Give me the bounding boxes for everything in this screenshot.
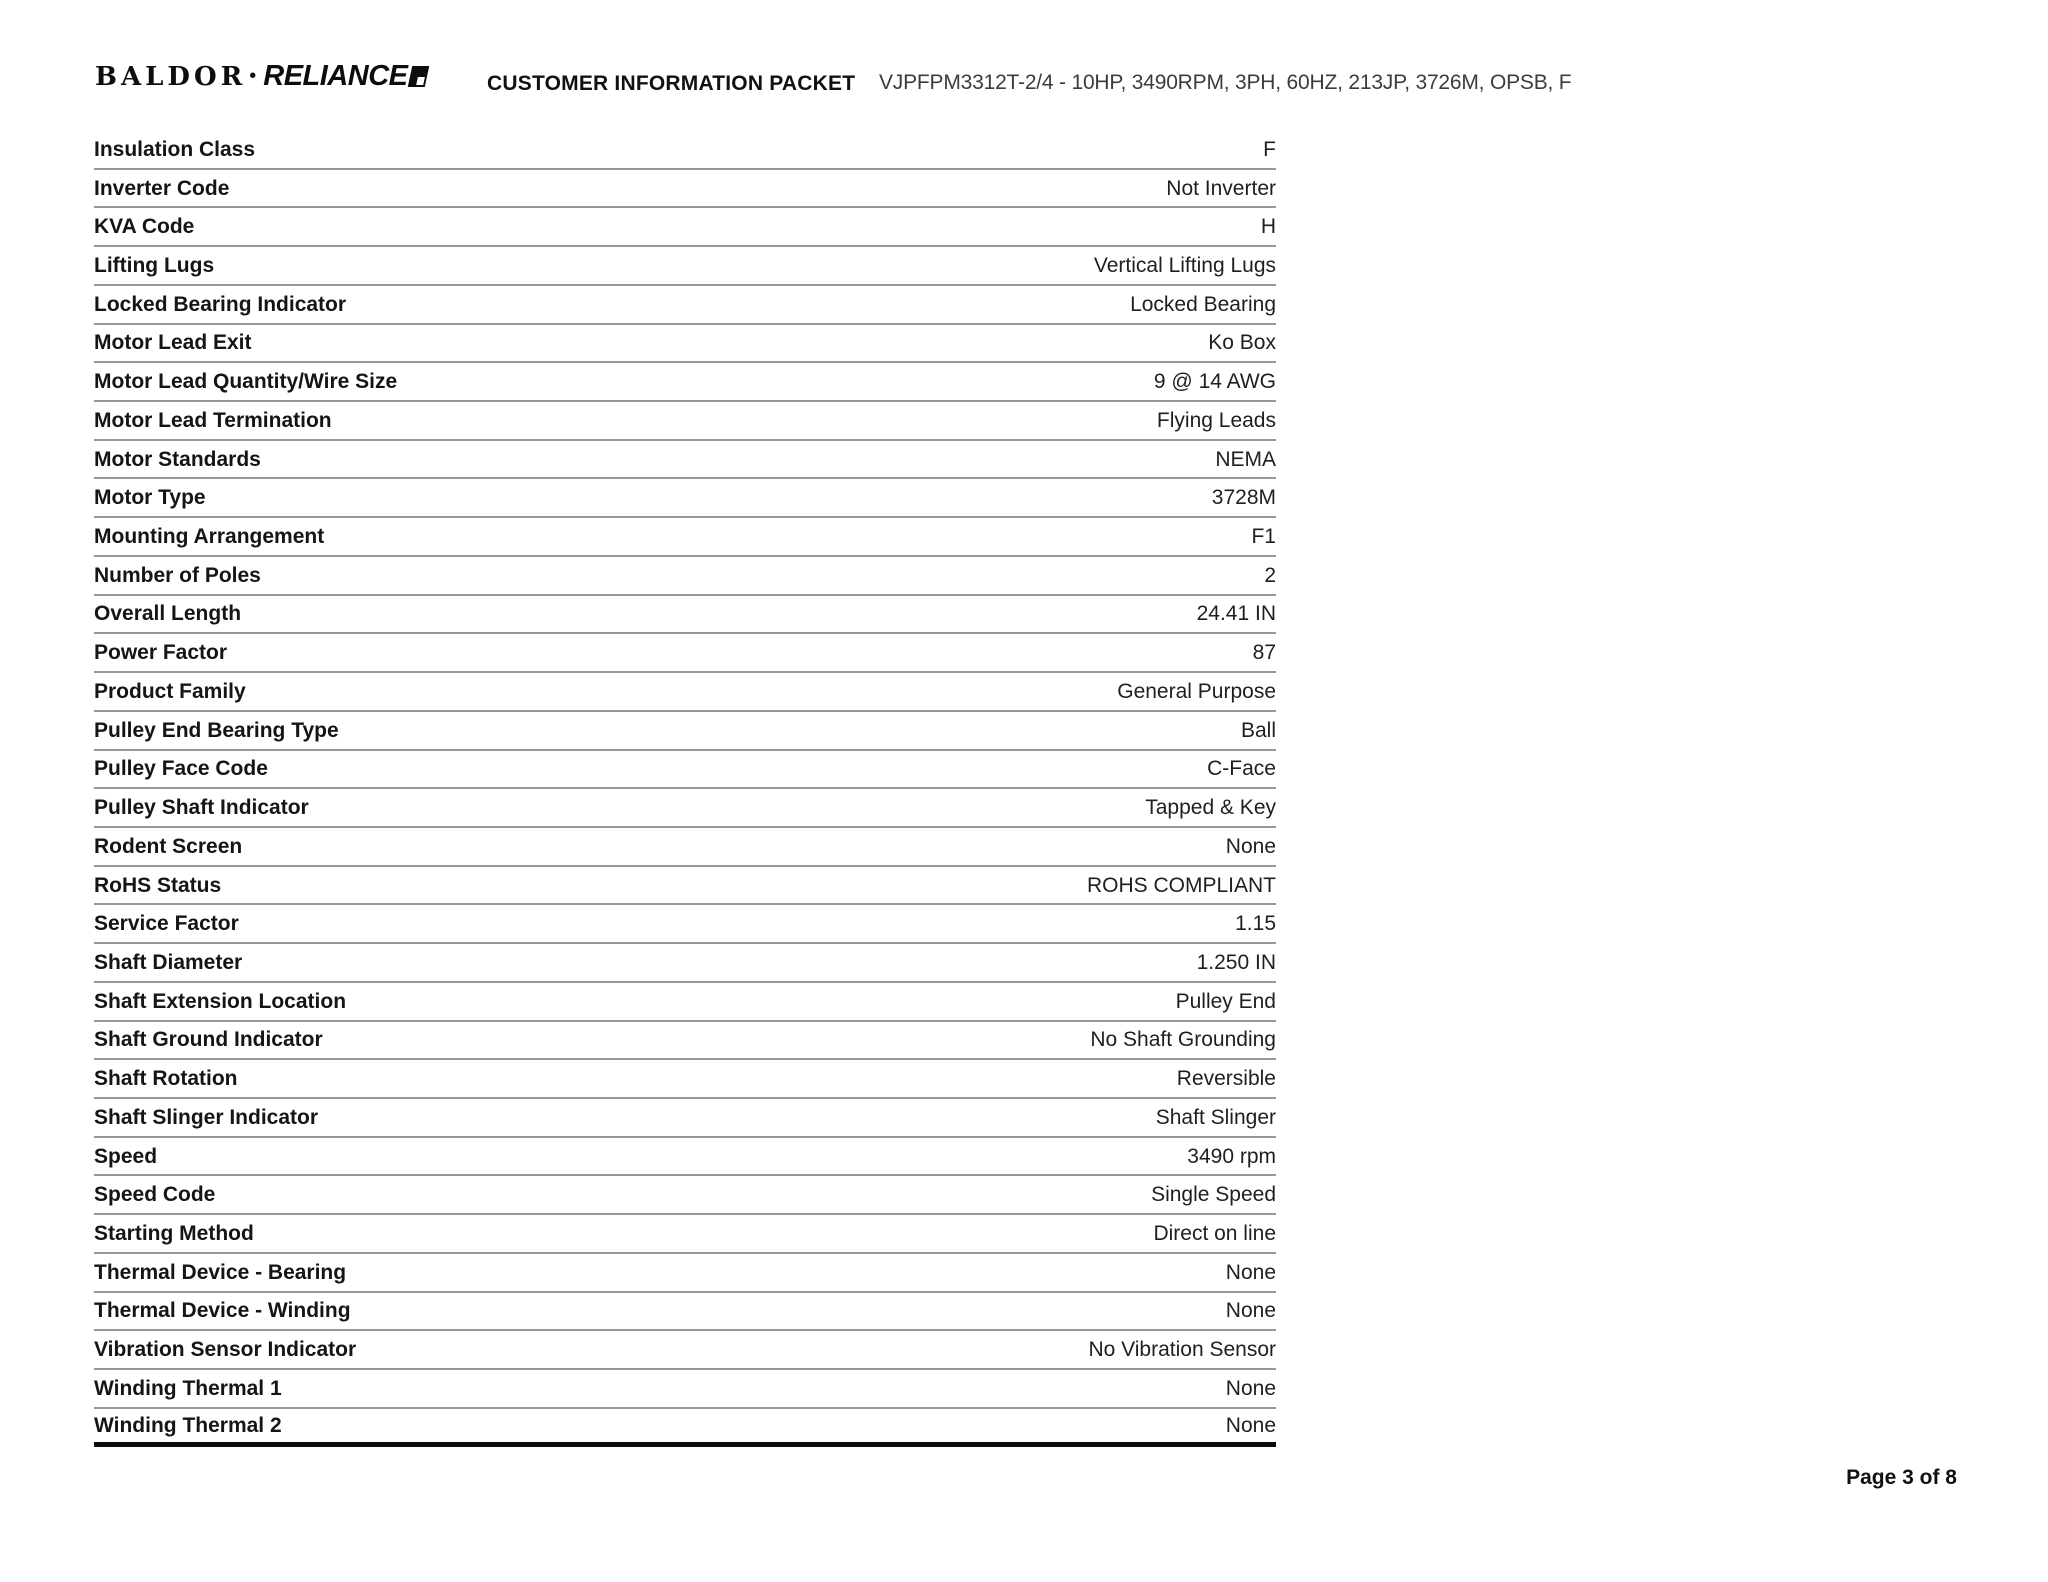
spec-row	[94, 131, 1276, 170]
spec-row	[94, 712, 1276, 751]
spec-row	[94, 1370, 1276, 1409]
spec-row	[94, 1409, 1276, 1448]
spec-value: None	[1225, 1376, 1276, 1400]
document-title: CUSTOMER INFORMATION PACKET	[487, 72, 856, 95]
spec-value: F	[1263, 137, 1276, 161]
spec-label: Winding Thermal 1	[94, 1376, 282, 1400]
spec-value: Shaft Slinger	[1155, 1105, 1276, 1129]
spec-value: F1	[1251, 525, 1276, 549]
spec-value: Pulley End	[1175, 989, 1276, 1013]
logo-baldor-text: BALDOR	[95, 61, 247, 92]
spec-row	[94, 867, 1276, 906]
spec-value: ROHS COMPLIANT	[1086, 873, 1276, 897]
spec-label: Product Family	[94, 679, 246, 703]
spec-label: Shaft Extension Location	[94, 989, 347, 1013]
spec-row	[94, 673, 1276, 712]
spec-row	[94, 1215, 1276, 1254]
spec-row	[94, 828, 1276, 867]
spec-row	[94, 944, 1276, 983]
spec-value: C-Face	[1207, 757, 1276, 781]
spec-value: H	[1260, 215, 1276, 239]
spec-row	[94, 1022, 1276, 1061]
spec-label: KVA Code	[94, 215, 195, 239]
spec-label: Vibration Sensor Indicator	[94, 1338, 357, 1362]
spec-value: 3728M	[1211, 486, 1276, 510]
spec-label: Motor Lead Exit	[94, 331, 252, 355]
spec-row	[94, 1099, 1276, 1138]
spec-value: 87	[1252, 641, 1276, 665]
logo-reliance-text: RELIANCE	[263, 60, 408, 92]
spec-row	[94, 402, 1276, 441]
spec-label: Thermal Device - Bearing	[94, 1260, 347, 1284]
spec-row	[94, 1060, 1276, 1099]
spec-row	[94, 1176, 1276, 1215]
spec-value: None	[1225, 1414, 1276, 1438]
spec-value: None	[1225, 1299, 1276, 1323]
spec-label: Inverter Code	[94, 176, 230, 200]
spec-value: Locked Bearing	[1130, 292, 1276, 316]
spec-row	[94, 208, 1276, 247]
spec-value: None	[1225, 1260, 1276, 1284]
spec-value: Flying Leads	[1156, 408, 1276, 432]
spec-label: Shaft Ground Indicator	[94, 1028, 323, 1052]
spec-row	[94, 363, 1276, 402]
spec-label: Motor Standards	[94, 447, 261, 471]
spec-label: Shaft Diameter	[94, 950, 243, 974]
spec-value: None	[1225, 834, 1276, 858]
spec-row	[94, 479, 1276, 518]
spec-label: Power Factor	[94, 641, 228, 665]
spec-row	[94, 1331, 1276, 1370]
spec-label: Speed	[94, 1144, 158, 1168]
spec-row	[94, 789, 1276, 828]
baldor-reliance-logo	[95, 60, 427, 93]
spec-label: Motor Lead Termination	[94, 408, 332, 432]
spec-value: Direct on line	[1153, 1221, 1276, 1245]
spec-table	[94, 131, 1276, 1447]
spec-row	[94, 1293, 1276, 1332]
spec-label: Overall Length	[94, 602, 242, 626]
spec-label: Thermal Device - Winding	[94, 1299, 351, 1323]
spec-value: Tapped & Key	[1145, 796, 1276, 820]
spec-label: Pulley Shaft Indicator	[94, 796, 309, 820]
spec-label: Motor Lead Quantity/Wire Size	[94, 370, 398, 394]
spec-row	[94, 286, 1276, 325]
spec-value: Ball	[1240, 718, 1276, 742]
spec-row	[94, 518, 1276, 557]
spec-value: 2	[1264, 563, 1276, 587]
spec-row	[94, 325, 1276, 364]
spec-row	[94, 596, 1276, 635]
spec-value: No Shaft Grounding	[1090, 1028, 1276, 1052]
reliance-block-mark-icon	[408, 66, 429, 87]
spec-value: 3490 rpm	[1187, 1144, 1276, 1168]
spec-value: General Purpose	[1117, 679, 1276, 703]
spec-label: Number of Poles	[94, 563, 261, 587]
spec-row	[94, 634, 1276, 673]
spec-label: Insulation Class	[94, 137, 256, 161]
spec-row	[94, 1254, 1276, 1293]
spec-row	[94, 170, 1276, 209]
spec-value: 1.15	[1235, 912, 1276, 936]
spec-label: Speed Code	[94, 1183, 216, 1207]
spec-value: Single Speed	[1151, 1183, 1276, 1207]
spec-row	[94, 557, 1276, 596]
spec-row	[94, 905, 1276, 944]
spec-value: No Vibration Sensor	[1088, 1338, 1276, 1362]
spec-label: Rodent Screen	[94, 834, 243, 858]
spec-label: Lifting Lugs	[94, 254, 215, 278]
spec-value: Not Inverter	[1166, 176, 1276, 200]
logo-separator-dot: •	[249, 65, 257, 87]
spec-label: Motor Type	[94, 486, 206, 510]
spec-row	[94, 247, 1276, 286]
spec-value: Ko Box	[1208, 331, 1276, 355]
product-spec-line: VJPFPM3312T-2/4 - 10HP, 3490RPM, 3PH, 60HZ, 213JP, 3726M, OPSB, F	[879, 71, 1572, 94]
spec-row	[94, 983, 1276, 1022]
page-number: Page 3 of 8	[1846, 1466, 1957, 1489]
spec-label: Winding Thermal 2	[94, 1414, 282, 1438]
spec-label: Shaft Slinger Indicator	[94, 1105, 319, 1129]
spec-row	[94, 751, 1276, 790]
spec-row	[94, 441, 1276, 480]
spec-label: Mounting Arrangement	[94, 525, 325, 549]
spec-label: Shaft Rotation	[94, 1067, 238, 1091]
spec-value: NEMA	[1215, 447, 1276, 471]
spec-label: Pulley End Bearing Type	[94, 718, 339, 742]
spec-value: 24.41 IN	[1196, 602, 1276, 626]
spec-label: Service Factor	[94, 912, 239, 936]
spec-value: Vertical Lifting Lugs	[1093, 254, 1276, 278]
spec-row	[94, 1138, 1276, 1177]
spec-label: Starting Method	[94, 1221, 254, 1245]
spec-value: Reversible	[1176, 1067, 1276, 1091]
spec-label: RoHS Status	[94, 873, 222, 897]
spec-label: Locked Bearing Indicator	[94, 292, 347, 316]
spec-value: 9 @ 14 AWG	[1153, 370, 1276, 394]
spec-label: Pulley Face Code	[94, 757, 268, 781]
spec-value: 1.250 IN	[1196, 950, 1276, 974]
